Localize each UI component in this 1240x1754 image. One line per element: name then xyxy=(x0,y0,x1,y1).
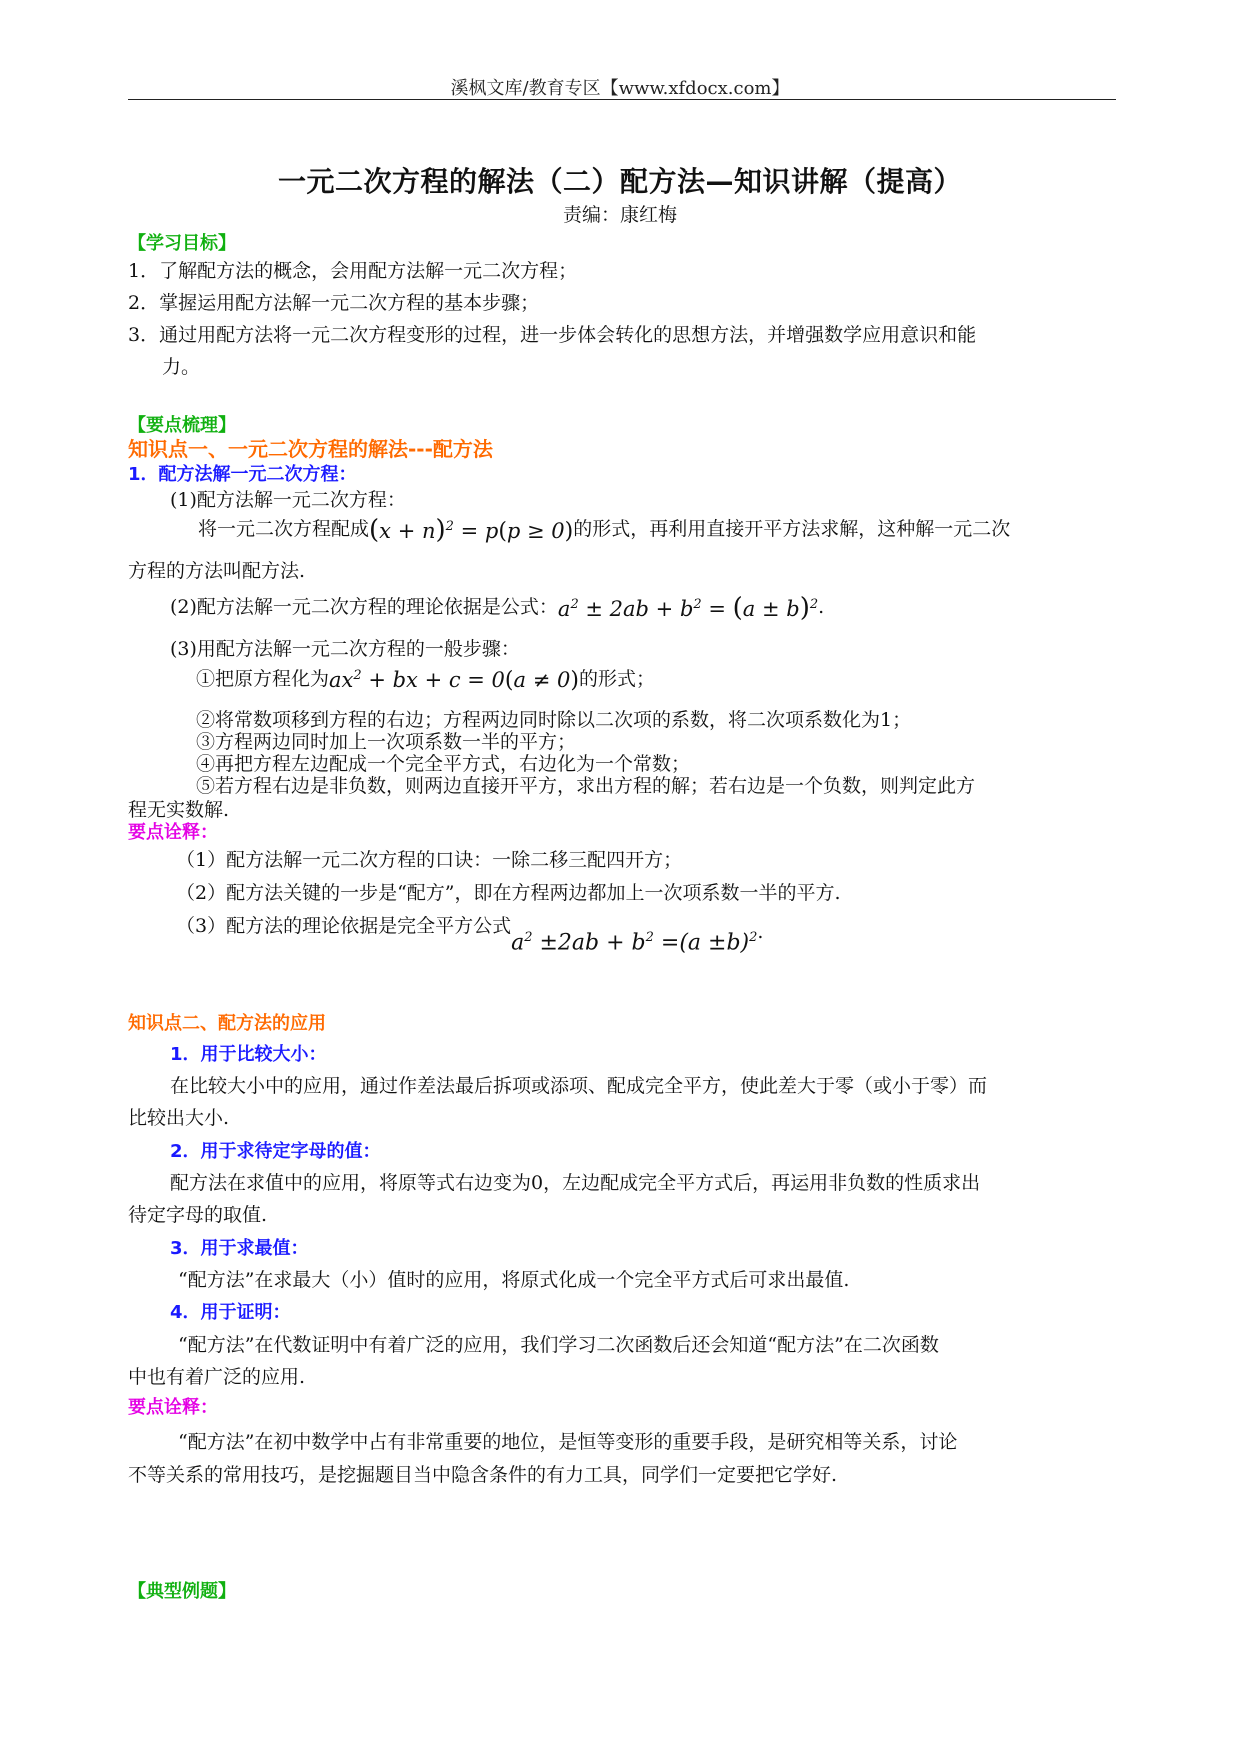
knowledge-point-2-title: 知识点二、配方法的应用 xyxy=(128,1013,326,1034)
step-1-text-after: 的形式； xyxy=(578,668,655,690)
goal-item: 3．通过用配方法将一元二次方程变形的过程，进一步体会转化的思想方法，并增强数学应用意识和能 xyxy=(128,324,977,346)
note-2-title: 要点诠释： xyxy=(128,1397,218,1418)
goal-item: 1．了解配方法的概念，会用配方法解一元二次方程； xyxy=(128,260,578,282)
note-3-line: （3）配方法的理论依据是完全平方公式$a^2 \pm 2ab + b^2 =(a \pm b)^2$. xyxy=(176,915,764,956)
application-1-title: 1．用于比较大小： xyxy=(170,1044,327,1065)
step-4: ④再把方程左边配成一个完全平方式，右边化为一个常数； xyxy=(196,753,691,775)
point-3-label: (3)用配方法解一元二次方程的一般步骤： xyxy=(170,638,520,660)
note-title: 要点诠释： xyxy=(128,822,218,843)
step-1-text-before: ①把原方程化为 xyxy=(196,668,330,690)
formula-perfect-square-form: $(x + n)^2 = p(p \ge 0)$ xyxy=(369,515,574,545)
note-2-line-1: “配方法”在初中数学中占有非常重要的地位，是恒等变形的重要手段，是研究相等关系，讨论 xyxy=(178,1431,958,1453)
application-1-line-1: 在比较大小中的应用，通过作差法最后拆项或添项、配成完全平方，使此差大于零（或小于零）而 xyxy=(170,1075,988,1097)
goal-item-continued: 力。 xyxy=(162,356,201,378)
point-1-label: (1)配方法解一元二次方程： xyxy=(170,489,406,511)
point-2-line: (2)配方法解一元二次方程的理论依据是公式：$a^2 \pm 2ab + b^2 = (a \pm b)^2$. xyxy=(170,593,825,623)
knowledge-point-1-title: 知识点一、一元二次方程的解法---配方法 xyxy=(128,437,493,461)
step-1-line xyxy=(196,664,655,693)
point-1-text-before: 将一元二次方程配成 xyxy=(198,518,370,540)
application-3-title: 3．用于求最值： xyxy=(170,1238,309,1259)
application-2-title: 2．用于求待定字母的值： xyxy=(170,1141,381,1162)
point-1-line-1 xyxy=(198,514,1010,545)
note-2-line-2: 不等关系的常用技巧，是挖掘题目当中隐含条件的有力工具，同学们一定要把它学好. xyxy=(128,1464,838,1486)
goals-heading: 【学习目标】 xyxy=(128,233,236,254)
formula-standard-form: $ax^2$ + bx + c = 0(a ≠ 0) xyxy=(329,667,579,693)
point-2-text: (2)配方法解一元二次方程的理论依据是公式： xyxy=(170,596,558,618)
formula-complete-square-note: $a^2 \pm 2ab + b^2 =(a \pm b)^2$ xyxy=(511,930,758,956)
summary-heading: 【要点梳理】 xyxy=(128,415,236,436)
goal-item: 2．掌握运用配方法解一元二次方程的基本步骤； xyxy=(128,292,540,314)
note-1: （1）配方法解一元二次方程的口诀：一除二移三配四开方； xyxy=(176,849,683,871)
application-3-line-1: “配方法”在求最大（小）值时的应用，将原式化成一个完全平方式后可求出最值. xyxy=(178,1269,850,1291)
examples-heading: 【典型例题】 xyxy=(128,1581,236,1602)
point-1-line-2: 方程的方法叫配方法. xyxy=(128,560,306,582)
application-2-line-2: 待定字母的取值. xyxy=(128,1204,268,1226)
document-title: 一元二次方程的解法（二）配方法—知识讲解（提高） xyxy=(277,165,962,198)
step-5-line-2: 程无实数解. xyxy=(128,799,230,821)
note-3-text: （3）配方法的理论依据是完全平方公式 xyxy=(176,915,512,937)
step-3: ③方程两边同时加上一次项系数一半的平方； xyxy=(196,731,577,753)
page-header: 溪枫文库/教育专区【www.xfdocx.com】 xyxy=(450,78,790,99)
point-1-text-after: 的形式，再利用直接开平方法求解，这种解一元二次 xyxy=(573,518,1011,540)
formula-complete-square: $a^2 \pm 2ab + b^2 = (a \pm b)^2$ xyxy=(557,593,819,623)
section-1-title: 1．配方法解一元二次方程： xyxy=(128,464,357,485)
application-4-line-2: 中也有着广泛的应用. xyxy=(128,1366,306,1388)
application-1-line-2: 比较出大小. xyxy=(128,1107,230,1129)
note-2: （2）配方法关键的一步是“配方”，即在方程两边都加上一次项系数一半的平方. xyxy=(176,882,841,904)
header-divider xyxy=(128,99,1116,100)
step-2: ②将常数项移到方程的右边；方程两边同时除以二次项的系数，将二次项系数化为1； xyxy=(196,709,912,731)
editor-credit: 责编：康红梅 xyxy=(562,204,677,226)
step-5-line-1: ⑤若方程右边是非负数，则两边直接开平方，求出方程的解；若右边是一个负数，则判定此方 xyxy=(196,775,976,797)
application-4-title: 4．用于证明： xyxy=(170,1302,291,1323)
application-4-line-1: “配方法”在代数证明中有着广泛的应用，我们学习二次函数后还会知道“配方法”在二次函数 xyxy=(178,1334,939,1356)
application-2-line-1: 配方法在求值中的应用，将原等式右边变为0，左边配成完全平方式后，再运用非负数的性质求出 xyxy=(170,1172,981,1194)
